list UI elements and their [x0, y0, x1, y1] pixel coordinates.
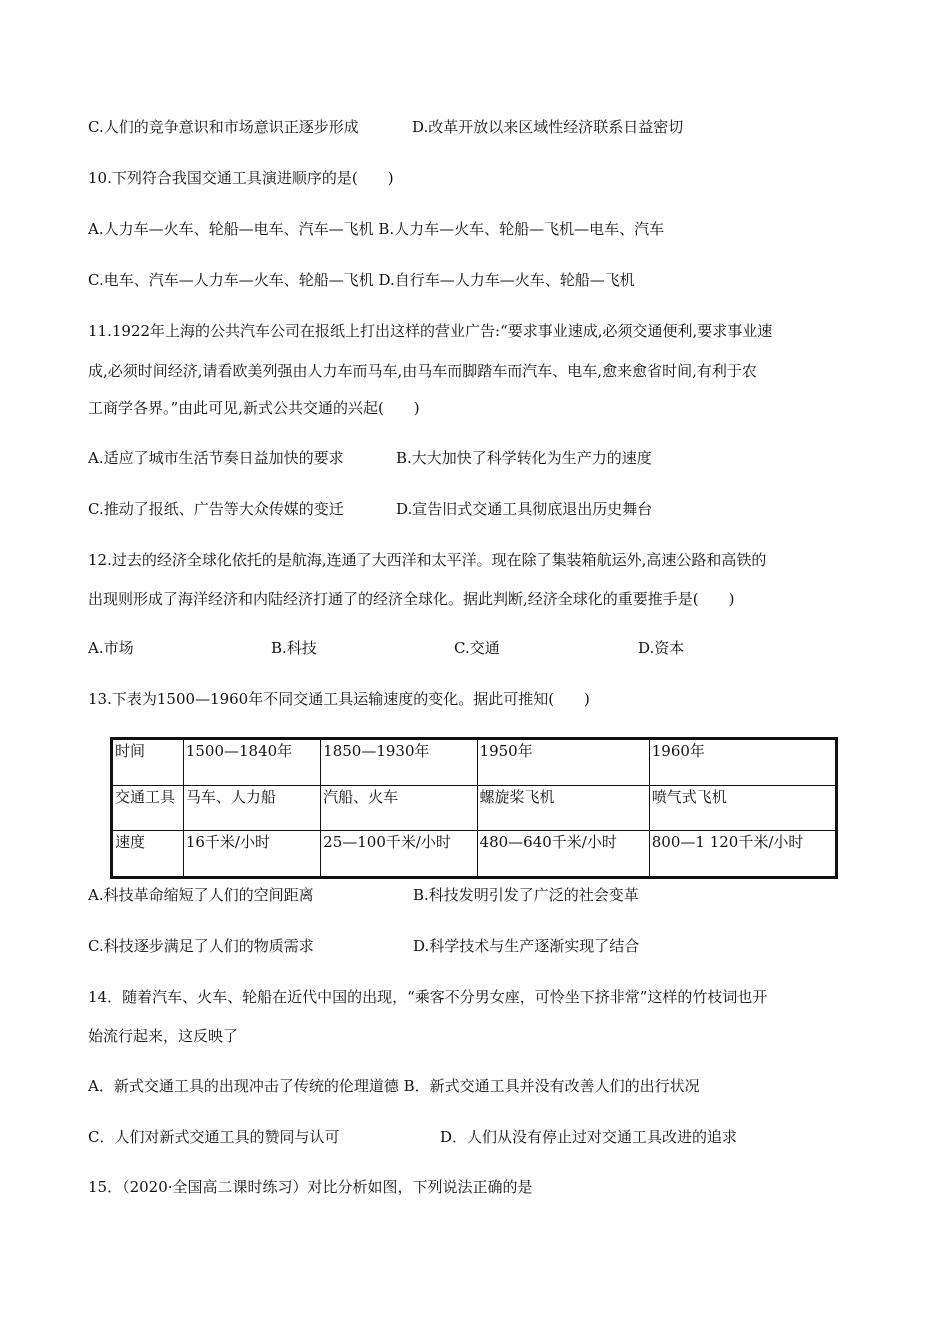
table-cell: 喷气式飞机: [649, 785, 836, 831]
q9-option-d: D.改革开放以来区域性经济联系日益密切: [412, 118, 684, 136]
table-cell: 1850—1930年: [321, 739, 477, 786]
q13-option-d: D.科学技术与生产逐渐实现了结合: [413, 937, 640, 955]
q12-stem-line2: 出现则形成了海洋经济和内陆经济打通了的经济全球化。据此判断,经济全球化的重要推手是( ): [88, 590, 735, 608]
q11-stem-line1: 11.1922年上海的公共汽车公司在报纸上打出这样的营业广告:“要求事业速成,必须交通便利,要求事业速: [88, 322, 773, 340]
table-cell: 480—640千米/小时: [477, 831, 649, 878]
q10-options-cd: C.电车、汽车—人力车—火车、轮船—飞机 D.自行车—人力车—火车、轮船—飞机: [88, 271, 635, 289]
q12-option-a: A.市场: [88, 639, 134, 657]
q15-stem: 15．（2020·全国高二课时练习）对比分析如图，下列说法正确的是: [88, 1178, 533, 1196]
q11-option-a: A.适应了城市生活节奏日益加快的要求: [88, 449, 344, 467]
table-cell: 800—1 120千米/小时: [649, 831, 836, 878]
q11-option-b: B.大大加快了科学转化为生产力的速度: [396, 449, 652, 467]
table-row: [112, 739, 837, 786]
q14-options-ab: A．新式交通工具的出现冲击了传统的伦理道德 B．新式交通工具并没有改善人们的出行状况: [88, 1077, 700, 1095]
q11-stem-line3: 工商学各界。”由此可见,新式公共交通的兴起( ): [88, 399, 420, 417]
table-cell: 汽船、火车: [321, 785, 477, 831]
q11-option-c: C.推动了报纸、广告等大众传媒的变迁: [88, 500, 344, 518]
q13-option-c: C.科技逐步满足了人们的物质需求: [88, 937, 314, 955]
q14-stem-line1: 14．随着汽车、火车、轮船在近代中国的出现，“乘客不分男女座，可怜坐下挤非常”这样的竹枝词也开: [88, 988, 768, 1006]
q13-speed-table: [110, 737, 838, 879]
q14-option-c: C．人们对新式交通工具的赞同与认可: [88, 1128, 340, 1146]
q10-options-ab: A.人力车—火车、轮船—电车、汽车—飞机 B.人力车—火车、轮船—飞机—电车、汽车: [88, 220, 665, 238]
table-cell: 速度: [112, 831, 184, 878]
table-cell: 1500—1840年: [183, 739, 320, 786]
q12-option-b: B.科技: [271, 639, 317, 657]
table-cell: 25—100千米/小时: [321, 831, 477, 878]
q12-stem-line1: 12.过去的经济全球化依托的是航海,连通了大西洋和太平洋。现在除了集装箱航运外,高速公路和高铁的: [88, 551, 767, 569]
q13-option-b: B.科技发明引发了广泛的社会变革: [413, 886, 639, 904]
q14-option-d: D．人们从没有停止过对交通工具改进的追求: [440, 1128, 738, 1146]
table-cell: 16千米/小时: [183, 831, 320, 878]
q9-option-c: C.人们的竞争意识和市场意识正逐步形成: [88, 118, 359, 136]
q14-stem-line2: 始流行起来，这反映了: [88, 1027, 239, 1045]
table-cell: 1960年: [649, 739, 836, 786]
q13-option-a: A.科技革命缩短了人们的空间距离: [88, 886, 314, 904]
q10-stem: 10.下列符合我国交通工具演进顺序的是( ): [88, 169, 394, 187]
table-cell: 螺旋桨飞机: [477, 785, 649, 831]
q12-option-d: D.资本: [638, 639, 685, 657]
table-cell: 时间: [112, 739, 184, 786]
table-cell: 交通工具: [112, 785, 184, 831]
table-row: [112, 831, 837, 878]
q11-stem-line2: 成,必须时间经济,请看欧美列强由人力车而马车,由马车而脚踏车而汽车、电车,愈来愈省时间,有利于农: [88, 362, 757, 380]
table-cell: 马车、人力船: [183, 785, 320, 831]
q12-option-c: C.交通: [454, 639, 500, 657]
q13-stem: 13.下表为1500—1960年不同交通工具运输速度的变化。据此可推知( ): [88, 690, 590, 708]
table-cell: 1950年: [477, 739, 649, 786]
table-row: [112, 785, 837, 831]
q11-option-d: D.宣告旧式交通工具彻底退出历史舞台: [396, 500, 653, 518]
